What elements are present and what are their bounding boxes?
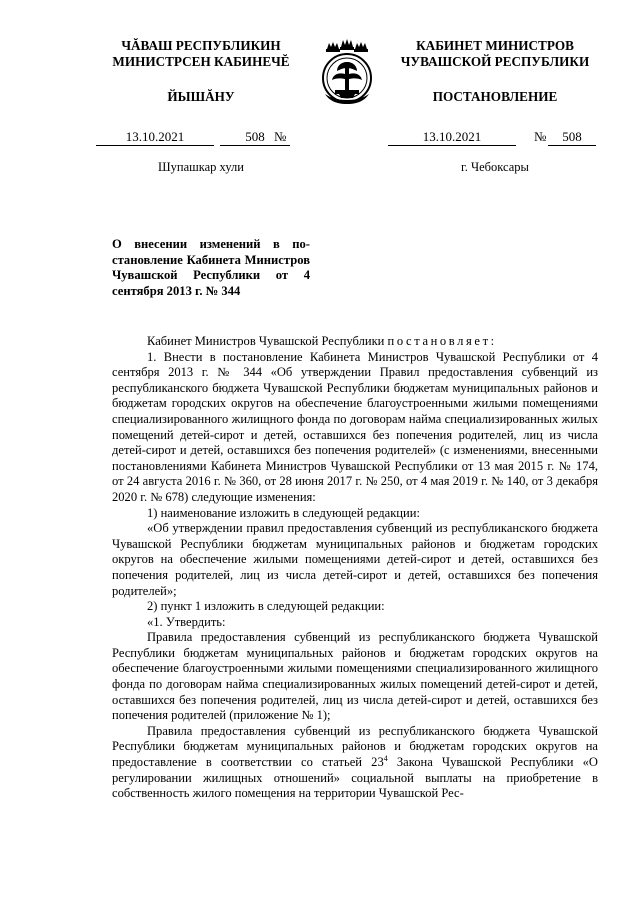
left-number: 508 <box>220 128 290 146</box>
p7-superscript: 4 <box>383 753 388 763</box>
header-left <box>96 38 306 105</box>
intro-spaced: постановляет <box>387 334 491 348</box>
body-paragraph-4: 2) пункт 1 изложить в следующей редакции: <box>147 599 385 614</box>
header-left-doc-type: ЙЫШĂНУ <box>167 89 235 104</box>
p7-part-a: Правила предоставления субвенций из республиканского бюджета Чувашской Республики бюджетам муниципальных районов и бюджетам городских округов на предоставление в соответствии со статьей 23 <box>112 723 598 770</box>
intro-lead: Кабинет Министров Чувашской Республики <box>147 334 388 348</box>
header-right-doc-type: ПОСТАНОВЛЕНИЕ <box>432 89 558 104</box>
body-paragraph-2: 1) наименование изложить в следующей редакции: <box>147 505 420 520</box>
body-intro <box>112 334 598 350</box>
document-subject: О внесении изменений в постановление Кабинета Министров Чувашской Республики от 4 сентября 2013 г. № 344 <box>112 237 310 298</box>
body-paragraph-3: «Об утверждении правил предоставления субвенций из республиканского бюджета Чувашской Республики бюджетам муниципальных районов и бюджетам городских округов на обеспечение жилыми помещениями детей-сирот и детей, оставшихся без попечения родителей, лиц из числа детей-сирот и детей, оставшихся без попечения родителей»; <box>112 521 598 598</box>
place-left: Шупашкар хули <box>158 160 244 174</box>
body-paragraph-7 <box>112 724 598 802</box>
left-number-sign: № <box>274 129 287 144</box>
coat-of-arms-icon <box>313 36 381 106</box>
right-date: 13.10.2021 <box>388 128 516 146</box>
header-right <box>385 38 605 105</box>
left-date: 13.10.2021 <box>96 128 214 146</box>
body-paragraph-5: «1. Утвердить: <box>147 614 226 629</box>
header-left-line2: МИНИСТРСЕН КАБИНЕЧĔ <box>112 54 290 69</box>
number-row-left <box>96 128 310 146</box>
p7-part-b: Закона Чувашской Республики «О регулировании жилищных отношений» социальной выплаты на приобретение в собственность жилого помещения на территории Чувашской Рес- <box>112 755 598 801</box>
body-paragraph-6: Правила предоставления субвенций из республиканского бюджета Чувашской Республики бюджетам муниципальных районов и бюджетам городских округов на обеспечение благоустроенными жилыми помещениями специализированного жилищного фонда по договорам найма специализированных жилых помещений детей-сирот и детей, оставшихся без попечения родителей, лиц из числа детей-сирот и детей, оставшихся без попечения родителей (приложение № 1); <box>112 630 598 723</box>
right-number-sign: № <box>534 129 547 144</box>
document-body <box>112 334 598 802</box>
header-right-line1: КАБИНЕТ МИНИСТРОВ <box>416 38 574 53</box>
header-right-line2: ЧУВАШСКОЙ РЕСПУБЛИКИ <box>400 54 590 69</box>
body-paragraph-1: 1. Внести в постановление Кабинета Министров Чувашской Республики от 4 сентября 2013 г. № 344 «Об утверждении Правил предоставления субвенций из республиканского бюджета Чувашской Республики бюджетам муниципальных районов и бюджетам городских округов на обеспечение благоустроенными жилыми помещениями специализированного жилищного фонда по договорам найма специализированных жилых помещений детей-сирот и детей, оставшихся без попечения родителей, лиц из числа детей-сирот и детей, оставшихся без попечения родителей» (с изменениями, внесенными постановлениями Кабинета Министров Чувашской Республики от 13 мая 2015 г. № 174, от 24 августа 2016 г. № 360, от 28 июня 2017 г. № 250, от 4 мая 2019 г. № 140, от 3 декабря 2020 г. № 678) следующие изменения: <box>112 349 598 504</box>
right-number: 508 <box>548 128 596 146</box>
number-row-right <box>388 128 602 146</box>
intro-tail: : <box>490 334 495 348</box>
place-right: г. Чебоксары <box>461 160 529 174</box>
header-left-line1: ЧĂВАШ РЕСПУБЛИКИН <box>121 38 281 53</box>
